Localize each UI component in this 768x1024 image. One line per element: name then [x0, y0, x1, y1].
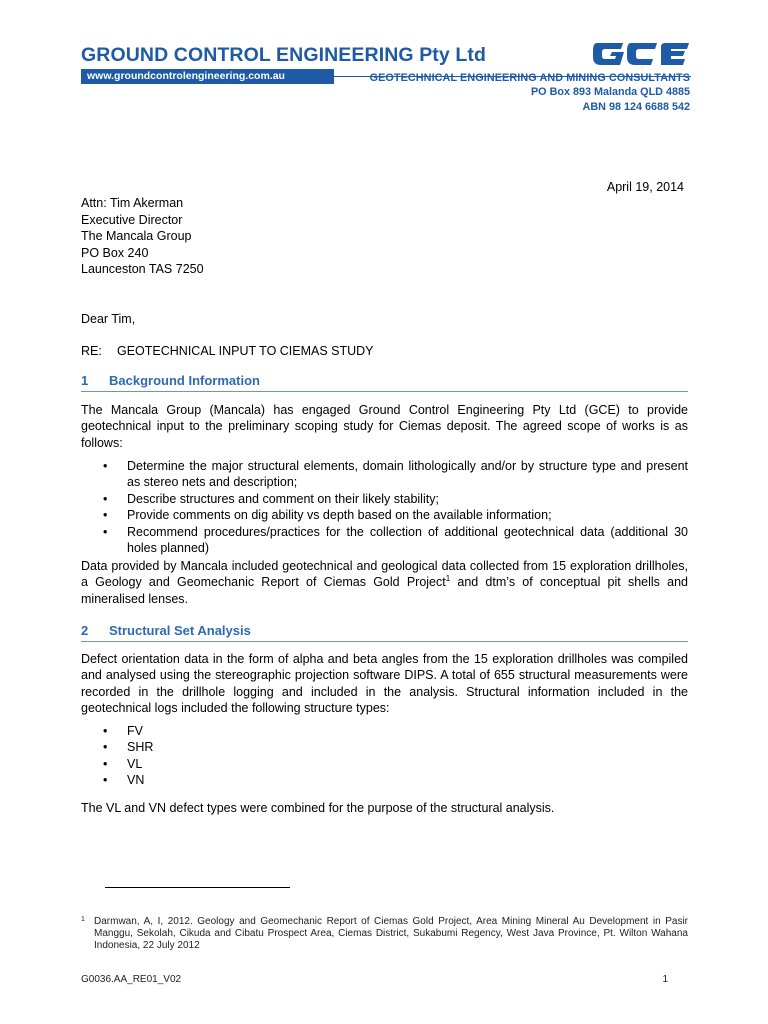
- section-1-outro: Data provided by Mancala included geotechnical and geological data collected from 15 exploration drillholes, a Geology and Geomechanic Report of Ciemas Gold Project$^1$ and dtm’s of conceptual pit shells and mineralised lenses.: [81, 559, 688, 606]
- section-1-intro: The Mancala Group (Mancala) has engaged Ground Control Engineering Pty Ltd (GCE) to provide geotechnical input to the preliminary scoping study for Ciemas deposit. The agreed scope of works is as follows:: [81, 403, 688, 450]
- document-code: G0036.AA_RE01_V02: [81, 974, 182, 985]
- website-link[interactable]: www.groundcontrolengineering.com.au: [87, 70, 285, 82]
- logo-text: GCE: [641, 68, 644, 69]
- address-line: Attn: Tim Akerman: [81, 196, 184, 210]
- letter-date: April 19, 2014: [606, 180, 684, 194]
- page-number: 1: [662, 974, 668, 985]
- address-line: PO Box 240: [81, 245, 149, 260]
- website-bar: [81, 69, 334, 84]
- po-box: PO Box 893 Malanda QLD 4885: [530, 86, 690, 98]
- footnote-text: Darmwan, A, I, 2012. Geology and Geomechanic Report of Ciemas Gold Project, Area Mining Mineral Au Development in Pasir Manggu, Sekolah, Cikuda and Cibatu Prospect Area, Ciemas District, Sukabumi Regency, West Java Province, Pt. Wilton Wahana Indonesia, 22 July 2012: [94, 916, 688, 951]
- section-number: 2: [81, 623, 89, 638]
- section-2-bullets: [81, 723, 688, 789]
- re-line: [81, 344, 374, 358]
- address-block: [81, 195, 204, 278]
- section-number: 1: [81, 373, 89, 388]
- address-line: Launceston TAS 7250: [81, 262, 204, 276]
- list-item: • Determine the major structural elements, domain lithologically and/or by structure type and present as stereo nets and description;: [103, 459, 688, 490]
- footnote-marker: 1: [81, 916, 85, 923]
- section-2-intro: Defect orientation data in the form of alpha and beta angles from the 15 exploration drillholes was compiled and analysed using the stereographic projection software DIPS. A total of 655 structural measurements were recorded in the drillhole logging and included in the analysis. Structural information included in the geotechnical logs included the following structure types:: [81, 652, 688, 716]
- footnote: [81, 916, 688, 952]
- list-item: • Describe structures and comment on their likely stability;: [103, 491, 439, 506]
- address-line: Executive Director: [81, 212, 183, 227]
- section-title: Structural Set Analysis: [109, 623, 251, 638]
- list-item: • FV: [103, 724, 143, 738]
- company-name: GROUND CONTROL ENGINEERING Pty Ltd: [81, 44, 486, 66]
- section-1-bullets: [81, 458, 688, 556]
- section-heading: [81, 623, 688, 642]
- section-heading: [81, 373, 688, 392]
- section-2-outro: The VL and VN defect types were combined for the purpose of the structural analysis.: [81, 801, 555, 815]
- address-line: The Mancala Group: [81, 229, 192, 243]
- footnote-separator: [105, 887, 290, 888]
- list-item: • Provide comments on dig ability vs depth based on the available information;: [103, 508, 552, 523]
- list-item: • VN: [103, 773, 145, 788]
- section-title: Background Information: [109, 373, 260, 388]
- salutation: Dear Tim,: [81, 312, 136, 326]
- gce-logo: [591, 39, 691, 69]
- footnote-ref[interactable]: 1: [445, 574, 451, 584]
- re-label: RE:: [81, 344, 102, 358]
- list-item: • VL: [103, 756, 143, 771]
- re-subject: GEOTECHNICAL INPUT TO CIEMAS STUDY: [117, 344, 374, 358]
- list-item: • SHR: [103, 740, 154, 755]
- tagline: GEOTECHNICAL ENGINEERING AND MINING CONSULTANTS: [369, 72, 690, 84]
- list-item: • Recommend procedures/practices for the collection of additional geotechnical data (additional 30 holes planned): [103, 524, 688, 556]
- abn: ABN 98 124 6688 542: [582, 101, 690, 113]
